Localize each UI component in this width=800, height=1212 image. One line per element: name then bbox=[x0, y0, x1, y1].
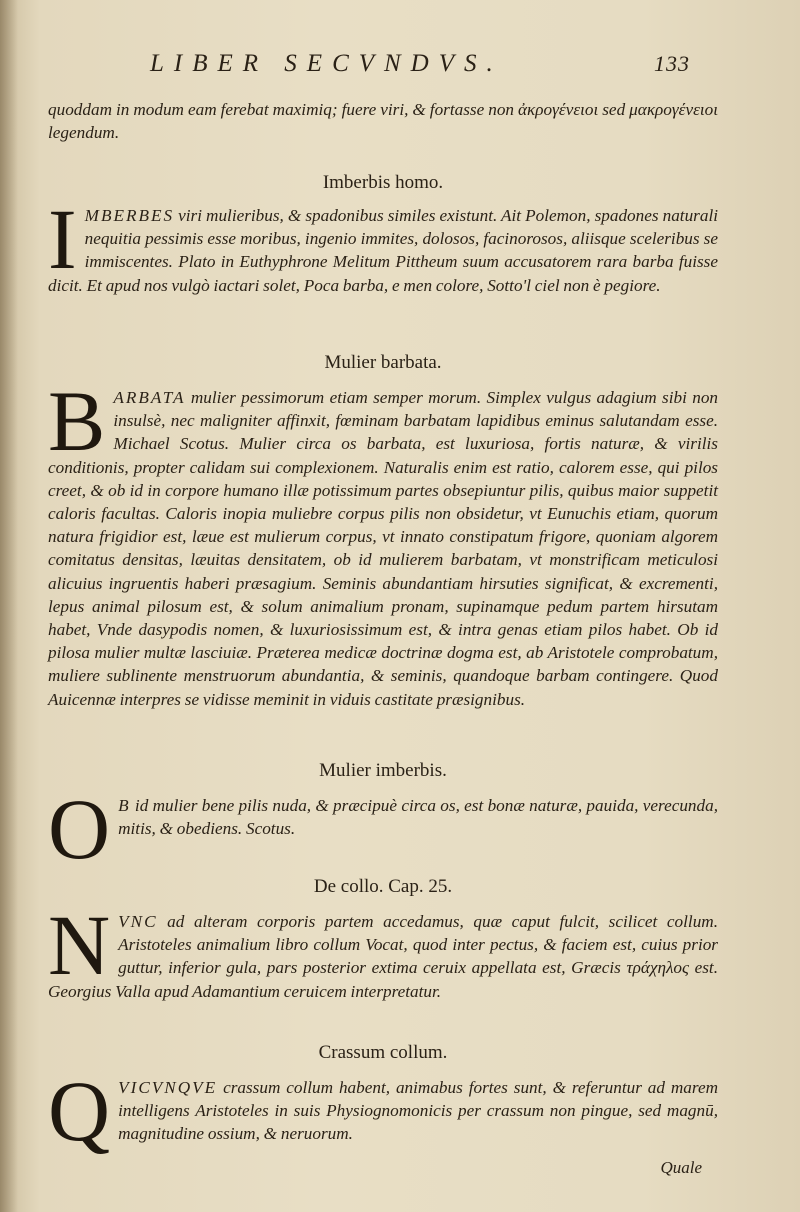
drop-cap: O bbox=[48, 781, 111, 877]
intro-paragraph-block bbox=[48, 98, 718, 144]
section-crassum-collum bbox=[48, 1042, 718, 1159]
first-word: VNC bbox=[118, 912, 158, 931]
paragraph-text: mulier pessimorum etiam semper morum. Simplex vulgus adagium sibi non insulsè, nec maligniter affinxit, fœminam barbatam lapidibus eminus salutandam esse. Michael Scotus. Mulier circa os barbata, est luxuriosa, fortis naturæ, & virilis conditionis, propter calidam sui complexionem. Naturalis enim est ratio, calorem esse, qui pilos creet, & ob id in corpore humano illæ potissimum partes obsepiuntur pilis, quibus maior suppetit caloris facultas. Caloris inopia muliebre corpus pilis non obsidetur, vt Eunuchis etiam, quorum natura frigidior est, læue est mulierum corpus, vt innato constipatum frigore, quoniam algorem comitatus densitas, læuitas densitatem, ob id mulierem barbatam, vt monstrificam meticulosi alicuius ingruentis haberi præsagium. Seminis abundantiam hirsuties significat, & excrementi, lepus animal pilosum est, & solum animalium pronam, supinamque pedum partem hirsutam habet, Vnde dasypodis nomen, & luxuriosissimum est, & intra genas etiam pilos habet. Ob id pilosa mulier multæ lasciuiæ. Præterea medicæ doctrinæ dogma est, ab Aristotele comprobatum, muliere sublinente menstruorum abundantia, & seminis, quandoque barbam contingere. Quod Auicennæ interpres se vidisse meminit in viduis castitate præsignibus. bbox=[48, 388, 719, 709]
section-de-collo bbox=[48, 876, 718, 1003]
first-word: B bbox=[118, 796, 131, 815]
running-head bbox=[150, 50, 690, 78]
paragraph-text: id mulier bene pilis nuda, & præcipuè circa os, est bonæ naturæ, pauida, verecunda, mitis, & obediens. Scotus. bbox=[118, 796, 719, 839]
section-heading: Imberbis homo. bbox=[322, 172, 444, 193]
paragraph-text: crassum collum habent, animabus fortes sunt, & referuntur ad marem intelligens Aristoteles in suis Physiognomonicis per crassum non pingue, sed magnū, magnitudine ossium, & neruorum. bbox=[118, 1078, 718, 1144]
catchword: Quale bbox=[660, 1158, 702, 1177]
section-paragraph bbox=[48, 191, 718, 297]
section-heading: Crassum collum. bbox=[318, 1042, 448, 1063]
running-head-title: LIBER SECVNDVS. bbox=[150, 50, 503, 77]
first-word: VICVNQVE bbox=[118, 1078, 218, 1097]
section-mulier-imberbis bbox=[48, 760, 719, 877]
section-paragraph bbox=[48, 1063, 718, 1159]
section-paragraph bbox=[48, 897, 719, 1003]
first-word: ARBATA bbox=[113, 388, 186, 407]
section-mulier-barbata bbox=[48, 352, 718, 711]
section-paragraph bbox=[48, 794, 718, 840]
page-number: 133 bbox=[654, 51, 690, 76]
chapter-heading: De collo. Cap. 25. bbox=[313, 876, 453, 897]
first-word: MBERBES bbox=[84, 206, 175, 225]
paragraph-text: viri mulieribus, & spadonibus similes existunt. Ait Polemon, spadones naturali nequitia pessimis esse moribus, ingenio immites, dolosos, facinorosos, aliisque sceleribus se immiscentes. Plato in Euthyphrone Melitum Pittheum suum accusatorem rara barba fuisse dicit. Et apud nos vulgò iactari solet, Poca barba, e men colore, Sotto'l ciel non è pegiore. bbox=[48, 206, 718, 295]
section-imberbis-homo bbox=[48, 172, 718, 297]
spine-shadow bbox=[0, 0, 18, 1212]
section-heading: Mulier barbata. bbox=[324, 352, 442, 373]
section-heading: Mulier imberbis. bbox=[319, 760, 447, 781]
drop-cap: N bbox=[48, 897, 111, 993]
intro-paragraph: quoddam in modum eam ferebat maximiq; fuere viri, & fortasse non ἀκρογένειοι sed μακρογένειοι legendum. bbox=[48, 100, 718, 143]
drop-cap: I bbox=[48, 191, 77, 287]
section-paragraph bbox=[48, 373, 719, 711]
drop-cap: B bbox=[48, 373, 106, 469]
paragraph-text: ad alteram corporis partem accedamus, quæ caput fulcit, scilicet collum. Aristoteles animalium libro collum Vocat, quod inter pectus, & faciem est, cuius prior guttur, inferior gula, pars posterior extima ceruix appellata est, Græcis τράχηλος est. Georgius Valla apud Adamantium ceruicem interpretatur. bbox=[48, 912, 719, 1001]
drop-cap: Q bbox=[48, 1063, 111, 1159]
